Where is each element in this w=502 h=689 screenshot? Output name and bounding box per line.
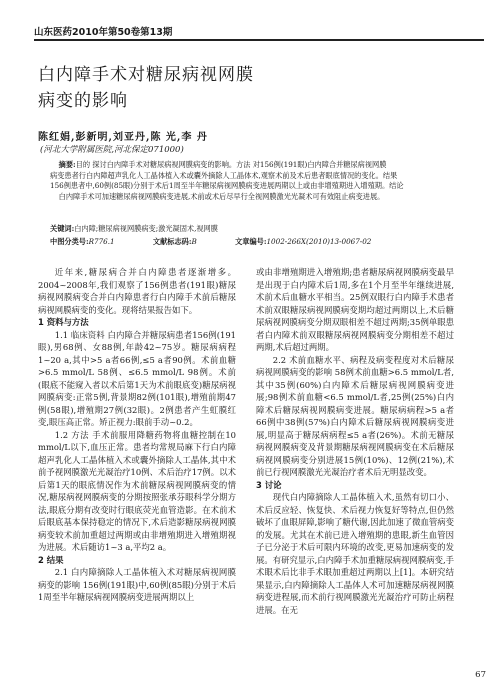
article-id: 文章编号:1002-266X(2010)13-0067-02 bbox=[235, 237, 372, 246]
abstract-label: 摘要: bbox=[58, 160, 76, 169]
doc-code: 文献标志码:B bbox=[152, 237, 197, 246]
abstract bbox=[50, 160, 455, 202]
left-column bbox=[38, 266, 236, 604]
article-title-line-1: 白内障手术对糖尿病视网膜 bbox=[38, 65, 254, 85]
authors: 陈红娟,彭新明,刘亚丹,陈 光,李 丹 bbox=[38, 132, 208, 143]
results-paragraph-1: 2.1 白内障摘除人工晶体植入术对糖尿病视网膜病变的影响 156例(191眼)中,60例(85眼)分别于术后1周至半年糖尿病视网膜病变进展两期以上 bbox=[38, 567, 236, 602]
section-heading-discussion: 3 讨论 bbox=[256, 479, 282, 490]
running-head: 山东医药2010年第50卷第13期 bbox=[34, 27, 173, 38]
section-heading-methods: 1 资料与方法 bbox=[38, 317, 89, 327]
results-paragraph-2: 2.2 术前血糖水平、病程及病变程度对术后糖尿病视网膜病变的影响 58例术前血糖>6.5 mmol/L者,其中35例(60%)白内障术后糖尿病视网膜病变进展;98例术前血糖<6.5 mmol/L者,25例(25%)白内障术后糖尿病视网膜病变进展。糖尿病病程>5 a者66例中38例(57%)白内障术后糖尿病视网膜病变进展,明显高于糖尿病病程≤5 a者(26%)。术前无糖尿病视网膜病变及背景期糖尿病视网膜病变在术后糖尿病视网膜病变分别进展15例(10%)、12例(21%),术前已行视网膜激光光凝治疗者术后无明显改变。 bbox=[256, 354, 454, 477]
abstract-line-4: 白内障手术可加速糖尿病视网膜病变进展,术前或术后尽早行全视网膜激光光凝术可有效阻止病变进展。 bbox=[58, 191, 385, 201]
discussion-paragraph: 现代白内障摘除人工晶体植入术,虽然有切口小、术后反应轻、恢复快、术后视力恢复好等特点,但仍然破坏了血眼屏障,影响了糖代谢,因此加速了微血管病变的发展。尤其在术前已进入增殖期的患眼,新生血管因子已分泌于术后可限内环境的改变,更易加速病变的发展。有研究显示,白内障手术加重糖尿病视网膜病变,手术眼术后比非手术眼加重超过两期以上[1]。本研究结果显示,白内障摘除人工晶体人术可加速糖尿病视网膜病变进程展,而术前行视网膜激光光凝治疗可防止病程进展。在无 bbox=[256, 492, 454, 615]
clc-code: 中图分类号:R776.1 bbox=[50, 237, 115, 246]
methods-paragraph: 1.2 方法 手术前服用降糖药物将血糖控制在10 mmol/L以下,血压正常。患者均常规局麻下行白内障超声乳化人工晶体植入术或囊外摘除人工晶体,其中术前予视网膜激光光凝治疗10例、术后治疗17例。以术后第1天的眼底情况作为术前糖尿病视网膜病变的情况,糖尿病视网膜病变的分期按照张承芬眼科学分期方法,眼底分期有改变时行眼底荧光血管造影。在术前术后眼底基本保持稳定的情况下,术后造影糖尿病视网膜病变较术前加重超过两期或由非增殖期进入增殖期视为进展。术后随访1~3 a,平均2 a。 bbox=[38, 429, 236, 552]
clinical-data-paragraph: 1.1 临床资料 白内障合并糖尿病患者156例(191眼),男68例、女88例,年龄42~75岁。糖尿病病程1~20 a,其中>5 a者66例,≤5 a者90例。术前血糖>6.5 mmol/L 58例、≤6.5 mmol/L 98例。术前(眼底不能窥入者以术后第1天为术前眼底变)糖尿病视网膜病变:正常5例,背景期82例(101眼),增殖前期47例(58眼),增殖期27例(32眼)。2例患者产生虹膜红变,眼压高正常。矫正视力:眼前手动~0.2。 bbox=[38, 329, 236, 427]
intro-paragraph: 近年来,糖尿病合并白内障患者逐渐增多。2004~2008年,我们观察了156例患者(191眼)糖尿病视网膜病变合并白内障患者行白内障手术前后糖尿病视网膜病变的变化。现将结果报告如下。 bbox=[38, 267, 236, 315]
header-rule bbox=[34, 39, 484, 41]
affiliation: (河北大学附属医院,河北保定071000) bbox=[40, 145, 184, 155]
keywords-value: 白内障;糖尿病视网膜病变;激光凝固术,视网膜 bbox=[74, 224, 218, 233]
keywords-label: 关键词: bbox=[50, 224, 75, 233]
classification-codes bbox=[50, 237, 407, 247]
results-continued: 或由非增殖期进入增殖期;患者糖尿病视网膜病变最早是出现于白内障术后1周,多在1个月至半年继续进展,术前术后血糖水平相当。25例双眼行白内障手术患者术前双眼糖尿病视网膜病变期均超过两期以上,术后糖尿病视网膜病变分期双眼相差不超过两期;35例单眼患者白内障术前双眼糖尿病视网膜病变分期相差不超过两期,术后超过两期。 bbox=[256, 267, 454, 352]
abstract-line-1: 摘要:目的 探讨白内障手术对糖尿病视网膜病变的影响。方法 对156例(191眼)白内障合并糖尿病视网膜 bbox=[58, 160, 387, 169]
section-heading-results: 2 结果 bbox=[38, 554, 64, 565]
abstract-line-2: 病变患者行白内障超声乳化人工晶体植入术或囊外摘除人工晶体术,观察术前及术后患者眼底情况的变化。结果 bbox=[50, 170, 398, 180]
page-number: 67 bbox=[475, 670, 486, 680]
right-column bbox=[256, 266, 454, 616]
article-title-line-2: 病变的影响 bbox=[38, 91, 128, 111]
keywords bbox=[50, 224, 218, 234]
abstract-line-3: 156例患者中,60例(85眼)分别于术后1周至半年糖尿病视网膜病变进展两期以上或由非增殖期进入增殖期。结论 bbox=[50, 181, 404, 190]
